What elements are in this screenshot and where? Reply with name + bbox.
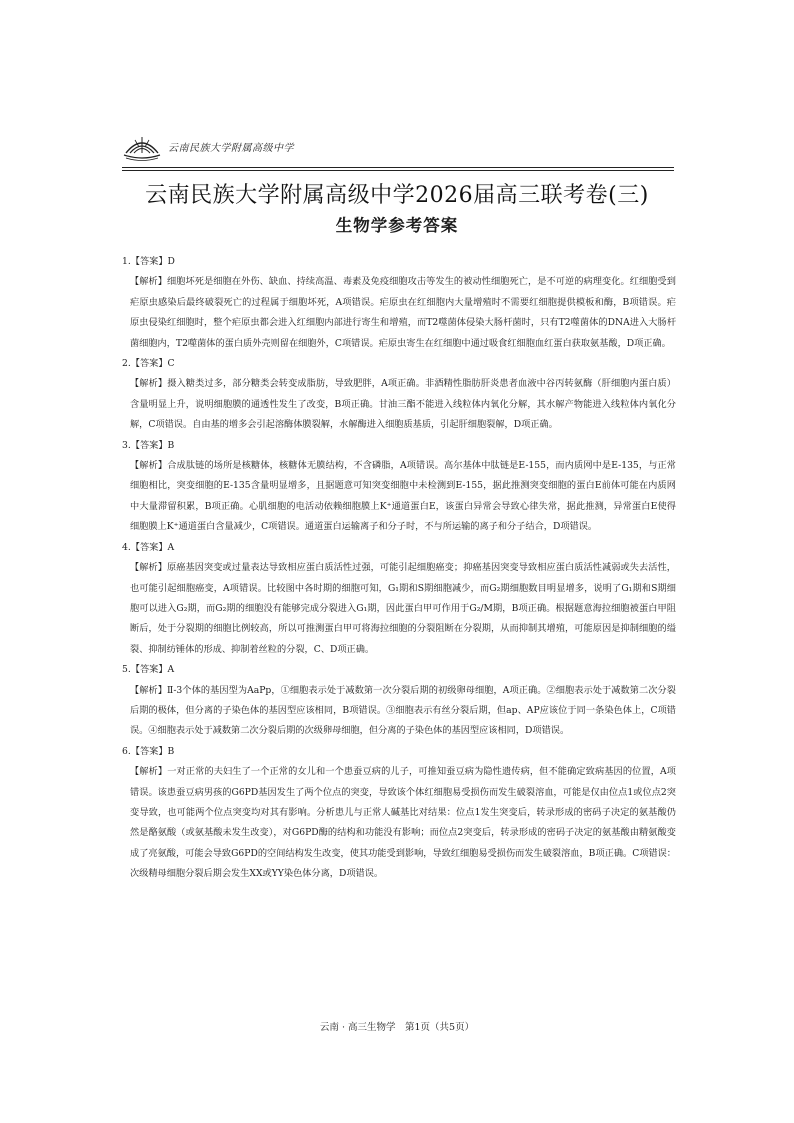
question-number: 5. (122, 664, 131, 676)
header-rule (122, 167, 674, 168)
question-number: 6. (122, 745, 131, 757)
answer-label: 【答案】A (130, 664, 175, 676)
explanation: 【解析】摄入糖类过多，部分糖类会转变成脂肪，导致肥胖，A项正确。非酒精性脂肪肝炎患者血液中谷丙转氨酶（肝细胞内蛋白质）含量明显上升，说明细胞膜的通透性发生了改变，B项正确。甘油三酯不能进入线粒体内氧化分解，其水解产物能进入线粒体内氧化分解，C项错误。自由基的增多会引起溶酶体膜裂解，水解酶进入细胞质基质，引起肝细胞裂解，D项正确。 (130, 378, 676, 431)
explanation: 【解析】Ⅱ-3个体的基因型为AaPp，①细胞表示处于减数第一次分裂后期的初级卵母细胞，A项正确。②细胞表示处于减数第二次分裂后期的极体，但分离的子染色体的基因型应该相同，B项错误。③细胞表示有丝分裂后期，但ap、AP应该位于同一条染色体上，C项错误。④细胞表示处于减数第二次分裂后期的次级卵母细胞，但分离的子染色体的基因型应该相同，D项错误。 (130, 684, 676, 737)
question-number: 3. (122, 439, 131, 451)
question-3 (122, 436, 676, 538)
answer-label: 【答案】C (130, 358, 175, 370)
exam-title: 云南民族大学附属高级中学2026届高三联考卷(三) (145, 183, 649, 208)
question-number: 2. (122, 358, 131, 370)
question-number: 1. (122, 256, 131, 267)
school-logo (122, 131, 294, 161)
answer-label: 【答案】D (130, 256, 175, 267)
school-emblem-icon (122, 131, 162, 161)
question-1 (122, 252, 676, 354)
answer-label: 【答案】B (130, 745, 175, 757)
explanation: 【解析】一对正常的夫妇生了一个正常的女儿和一个患蚕豆病的儿子，可推知蚕豆病为隐性遗传病，但不能确定致病基因的位置，A项错误。该患蚕豆病男孩的G6PD基因发生了两个位点的突变，导致该个体红细胞易受损伤而发生破裂溶血，可能是仅由位点1或位点2突变导致，也可能两个位点突变均对其有影响。分析患儿与正常人碱基比对结果：位点1发生突变后，转录形成的密码子决定的氨基酸仍然是酪氨酸（或氨基酸未发生改变），对G6PD酶的结构和功能没有影响；而位点2突变后，转录形成的密码子决定的氨基酸由精氨酸变成了亮氨酸，可能会导致G6PD的空间结构发生改变，使其功能受到影响，导致红细胞易受损伤而发生破裂溶血，B项正确。C项错误：次级精母细胞分裂后期会发生XX或YY染色体分离，D项错误。 (130, 766, 676, 880)
answer-content (122, 252, 676, 885)
question-4 (122, 538, 676, 660)
answer-label: 【答案】B (130, 439, 175, 451)
question-5 (122, 660, 676, 742)
explanation: 【解析】合成肽链的场所是核糖体，核糖体无膜结构，不含磷脂，A项错误。高尔基体中肽链是E-155，而内质网中是E-135，与正常细胞相比，突变细胞的E-135含量明显增多，且据题意可知突变细胞中未检测到E-155，据此推测突变细胞的蛋白E前体可能在内质网中大量滞留积累，B项正确。心肌细胞的电活动依赖细胞膜上K⁺通道蛋白E，该蛋白异常会导致心律失常，据此推测，异常蛋白E使得细胞膜上K⁺通道蛋白含量减少，C项错误。通道蛋白运输离子和分子时，不与所运输的离子和分子结合，D项错误。 (130, 460, 676, 533)
question-2 (122, 354, 676, 436)
exam-subtitle: 生物学参考答案 (335, 216, 459, 235)
question-number: 4. (122, 541, 131, 553)
explanation: 【解析】细胞坏死是细胞在外伤、缺血、持续高温、毒素及免疫细胞攻击等发生的被动性细胞死亡，是不可逆的病理变化。红细胞受到疟原虫感染后最终破裂死亡的过程属于细胞坏死，A项错误。疟原虫在红细胞内大量增殖时不需要红细胞提供模板和酶，B项错误。疟原虫侵染红细胞时，整个疟原虫都会进入红细胞内部进行寄生和增殖，而T2噬菌体侵染大肠杆菌时，只有T2噬菌体的DNA进入大肠杆菌细胞内，T2噬菌体的蛋白质外壳则留在细胞外，C项错误。疟原虫寄生在红细胞中通过吸食红细胞血红蛋白获取氨基酸，D项正确。 (130, 276, 676, 349)
header-rule-thin (122, 170, 674, 171)
explanation: 【解析】原癌基因突变或过量表达导致相应蛋白质活性过强，可能引起细胞癌变；抑癌基因突变导致相应蛋白质活性减弱或失去活性，也可能引起细胞癌变，A项错误。比较图中各时期的细胞可知，G₁期和S期细胞减少，而G₂期细胞数目明显增多，说明了G₁期和S期细胞可以进入G₂期，而G₂期的细胞没有能够完成分裂进入G₁期，因此蛋白甲可作用于G₂/M期，B项正确。根据题意海拉细胞被蛋白甲阻断后，处于分裂期的细胞比例较高，所以可推测蛋白甲可将海拉细胞的分裂阻断在分裂期，从而抑制其增殖，可能原因是抑制细胞的缢裂、抑制纺锤体的形成、抑制着丝粒的分裂，C、D项正确。 (130, 562, 676, 655)
logo-school-name: 云南民族大学附属高级中学 (168, 142, 294, 154)
page-footer: 云南 · 高三生物学 第1页（共5页） (319, 1022, 475, 1033)
question-6 (122, 742, 676, 885)
answer-label: 【答案】A (130, 541, 175, 553)
